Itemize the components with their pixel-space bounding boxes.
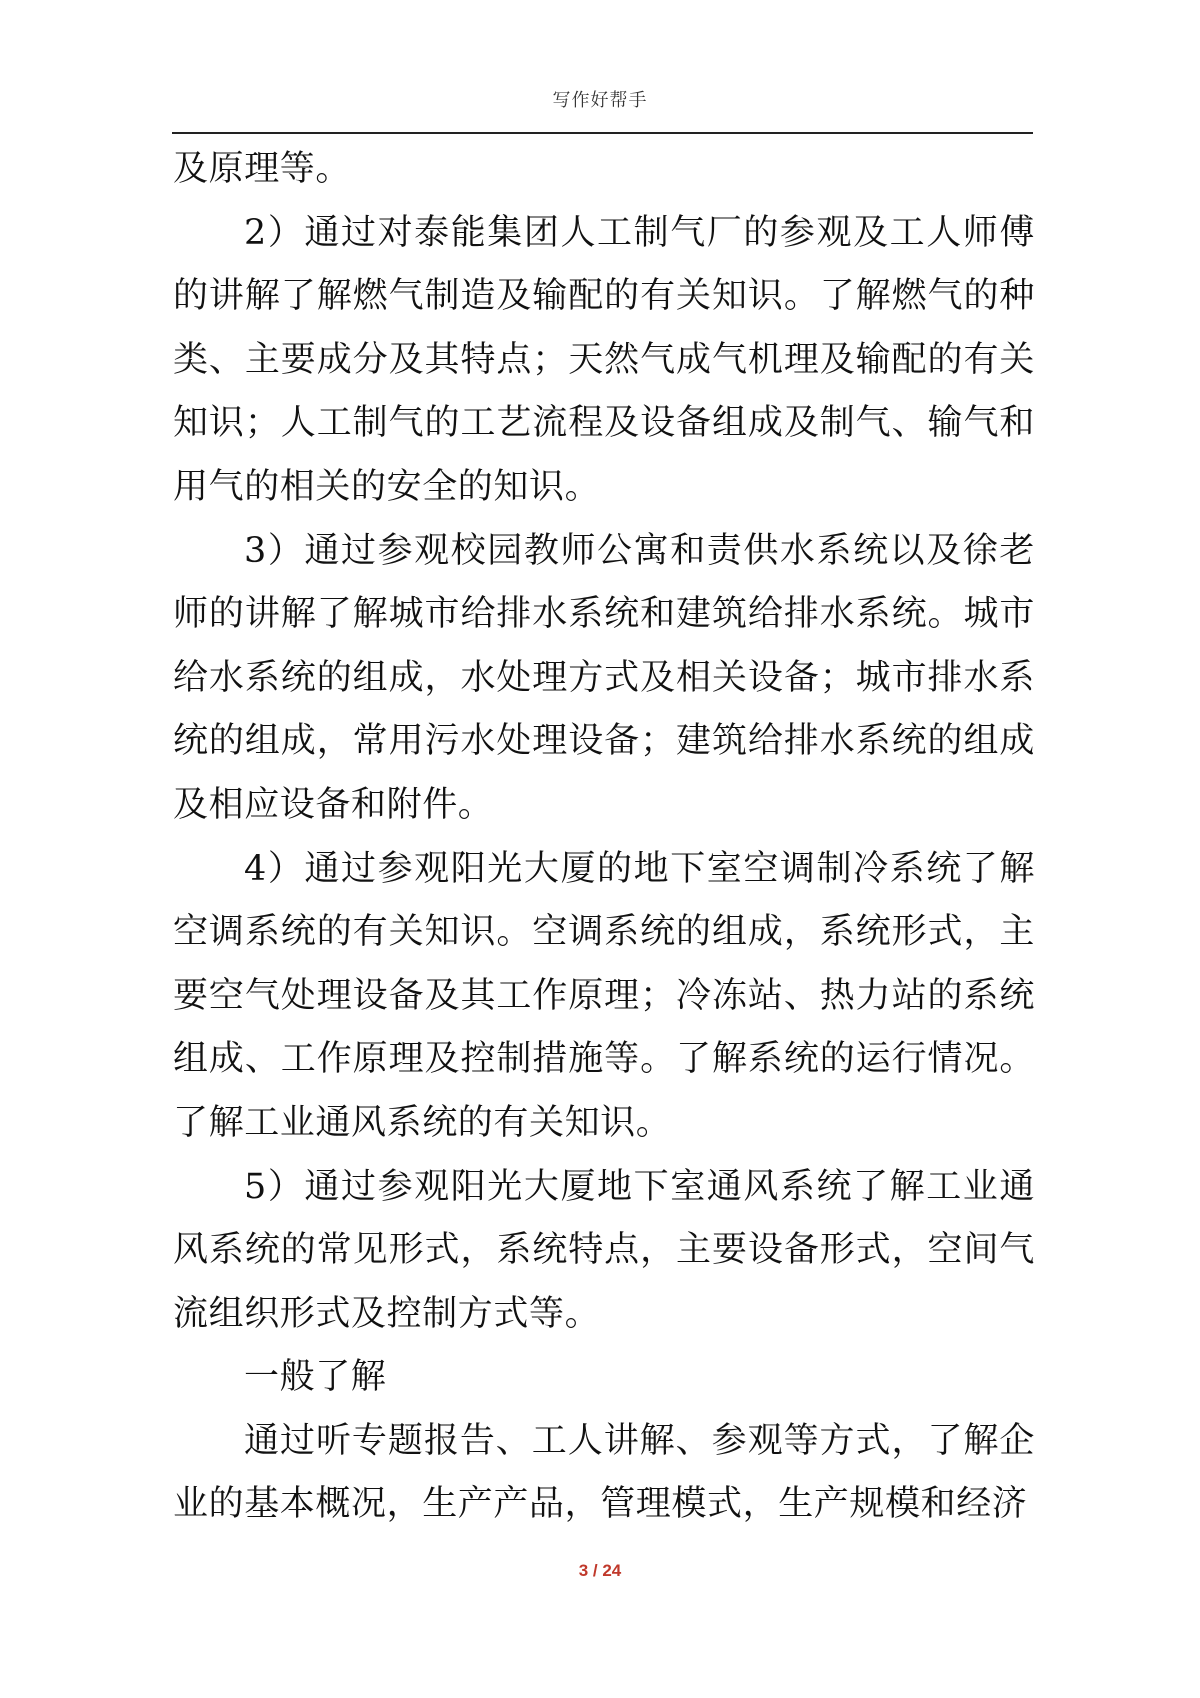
paragraph-continuation: 及原理等。 [173,149,352,189]
paragraph-item-4: 4）通过参观阳光大厦的地下室空调制冷系统了解空调系统的有关知识。空调系统的组成，系统形式，主要空气处理设备及其工作原理；冷冻站、热力站的系统组成、工作原理及控制措施等。了解系统的运行情况。了解工业通风系统的有关知识。 [173,848,1035,1143]
page-number: 3 / 24 [578,1561,622,1580]
paragraph-item-2: 2）通过对泰能集团人工制气厂的参观及工人师傅的讲解了解燃气制造及输配的有关知识。了解燃气的种类、主要成分及其特点；天然气成气机理及输配的有关知识；人工制气的工艺流程及设备组成及制气、输气和用气的相关的安全的知识。 [173,212,1035,507]
page-header [0,86,1200,112]
header-title: 写作好帮手 [552,90,648,111]
section-heading: 一般了解 [244,1357,387,1398]
document-body [173,138,1035,1537]
paragraph-item-3: 3）通过参观校园教师公寓和责供水系统以及徐老师的讲解了解城市给排水系统和建筑给排水系统。城市给水系统的组成，水处理方式及相关设备；城市排水系统的组成，常用污水处理设备；建筑给排水系统的组成及相应设备和附件。 [173,530,1035,825]
page-footer [0,1561,1200,1581]
paragraph-item-5: 5）通过参观阳光大厦地下室通风系统了解工业通风系统的常见形式，系统特点，主要设备形式，空间气流组织形式及控制方式等。 [173,1166,1035,1334]
header-divider [172,132,1033,134]
paragraph-general: 通过听专题报告、工人讲解、参观等方式，了解企业的基本概况，生产产品，管理模式，生产规模和经济 [173,1420,1035,1525]
